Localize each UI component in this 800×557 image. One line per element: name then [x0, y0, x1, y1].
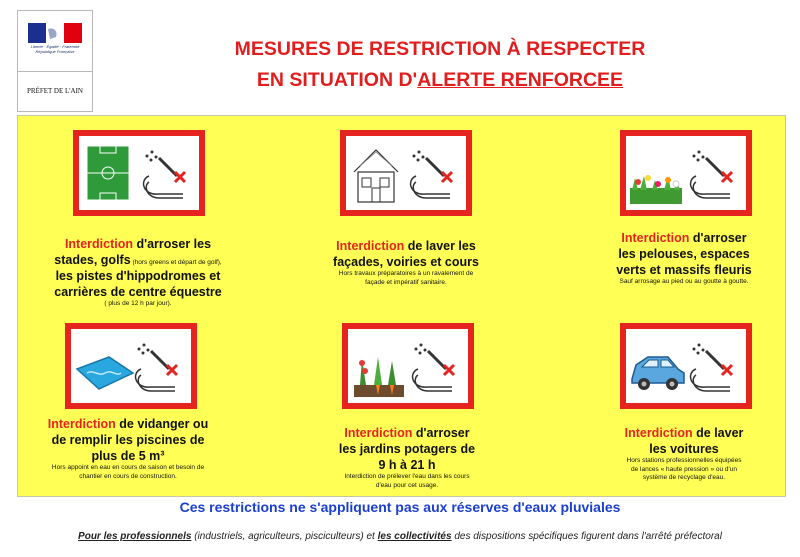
professionals-notice: Pour les professionnels (industriels, agriculteurs, pisciculteurs) et les collectivités des dispositions spécifiques figurent dans l'arrêté préfectoral: [78, 531, 722, 542]
logo-motto: Liberté · Égalité · Fraternité République Française: [30, 44, 80, 54]
page-title-line2: EN SITUATION D'ALERTE RENFORCEE: [256, 69, 624, 91]
vegetable-garden-icon: [342, 323, 474, 409]
marianne-flag-icon: [28, 23, 82, 43]
prefecture-logo: [17, 10, 93, 112]
flower-bed-icon: [620, 130, 752, 216]
restriction-stades: Interdiction d'arroser les stades, golfs (hors greens et départ de golf), les pistes d'hippodromes et carrières de centre équestre ( plus de 12 h par jour).: [54, 237, 222, 307]
page-title-line1: MESURES DE RESTRICTION À RESPECTER: [234, 38, 646, 60]
rainwater-notice: Ces restrictions ne s'appliquent pas aux réserves d'eaux pluviales: [179, 499, 621, 515]
prefet-label: PRÉFET DE L'AIN: [27, 87, 83, 95]
football-field-icon: [73, 130, 205, 216]
car-icon: [620, 323, 752, 409]
restriction-potagers: Interdiction d'arroser les jardins potagers de 9 h à 21 h Interdiction de prélever l'eau dans les cours d'eau pour cet usage.: [338, 426, 476, 489]
restriction-piscines: Interdiction de vidanger ou de remplir les piscines de plus de 5 m³ Hors appoint en eau en cours de saison et besoin de chantier en cours de construction.: [47, 417, 209, 480]
house-icon: [340, 130, 472, 216]
restriction-voitures: Interdiction de laver les voitures Hors stations professionnelles équipées de lances « haute pression » ou d'un système de recyclage d'eau.: [624, 426, 744, 481]
restrictions-panel: [17, 115, 786, 497]
swimming-pool-icon: [65, 323, 197, 409]
restriction-pelouses: Interdiction d'arroser les pelouses, espaces verts et massifs fleuris Sauf arrosage au pied ou au goutte à goutte.: [616, 231, 752, 285]
restriction-facades: Interdiction de laver les façades, voiries et cours Hors travaux préparatoires à un ravalement de façade et impératif sanitaire.: [333, 239, 479, 286]
